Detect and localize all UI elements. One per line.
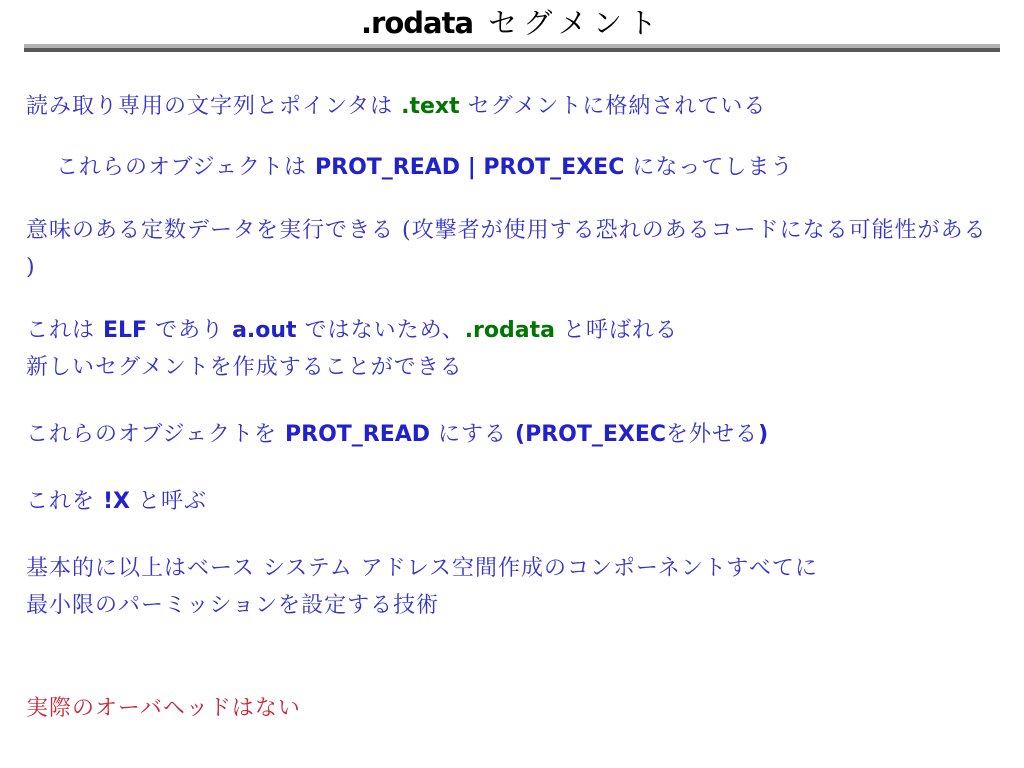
text-segment: 意味のある定数データを実行できる (攻撃者が使用する恐れのあるコードになる可能性がある bbox=[26, 218, 987, 243]
paragraph-not-x bbox=[26, 483, 1004, 520]
text-segment: これらのオブジェクトは bbox=[56, 155, 316, 180]
paragraph-prot-read bbox=[26, 416, 1004, 453]
text-segment: これを bbox=[26, 489, 103, 514]
text-segment: になってしまう bbox=[624, 155, 794, 180]
paragraph-elf-rodata bbox=[26, 312, 1004, 386]
divider-dark-bar bbox=[24, 48, 1000, 52]
title-divider bbox=[24, 44, 1000, 52]
paragraph-executable-constants bbox=[26, 212, 1004, 286]
title-code-term: .rodata bbox=[361, 6, 474, 40]
text-segment: と呼ばれる bbox=[554, 318, 678, 343]
text-segment: 読み取り専用の文字列とポインタは bbox=[26, 94, 402, 119]
code-term-segment: PROT_READ bbox=[285, 422, 431, 447]
paragraph-readonly-strings bbox=[26, 88, 1004, 125]
text-segment: セグメントに格納されている bbox=[459, 94, 767, 119]
text-segment: を外せる bbox=[666, 422, 759, 447]
code-term-segment: !X bbox=[103, 489, 130, 514]
paragraph-no-overhead bbox=[26, 690, 1004, 727]
text-segment: 基本的に以上はベース システム アドレス空間作成のコンポーネントすべてに bbox=[26, 556, 818, 581]
code-term-segment: (PROT_EXEC bbox=[515, 422, 667, 447]
title-text: セグメント bbox=[473, 6, 663, 40]
paragraph-minimal-permissions bbox=[26, 550, 1004, 624]
text-segment: ではないため、 bbox=[296, 318, 465, 343]
text-segment: にする bbox=[430, 422, 516, 447]
code-term-segment: a.out bbox=[232, 318, 297, 343]
code-term-segment: .rodata bbox=[464, 318, 555, 343]
slide-body bbox=[0, 88, 1024, 727]
code-term-segment: ) bbox=[758, 422, 769, 447]
text-segment: 最小限のパーミッションを設定する技術 bbox=[26, 593, 440, 618]
text-segment: これらのオブジェクトを bbox=[26, 422, 286, 447]
text-segment: これは bbox=[26, 318, 103, 343]
slide-title bbox=[0, 0, 1024, 40]
paragraph-objects-prot bbox=[26, 149, 1004, 186]
text-segment: と呼ぶ bbox=[130, 489, 207, 514]
text-segment: であり bbox=[147, 318, 233, 343]
text-segment: 実際のオーバヘッドはない bbox=[26, 696, 301, 721]
code-term-segment: .text bbox=[401, 94, 460, 119]
code-term-segment: ELF bbox=[103, 318, 148, 343]
text-segment: ) bbox=[26, 255, 36, 280]
code-term-segment: PROT_READ | PROT_EXEC bbox=[315, 155, 625, 180]
text-segment: 新しいセグメントを作成することができる bbox=[26, 355, 463, 380]
